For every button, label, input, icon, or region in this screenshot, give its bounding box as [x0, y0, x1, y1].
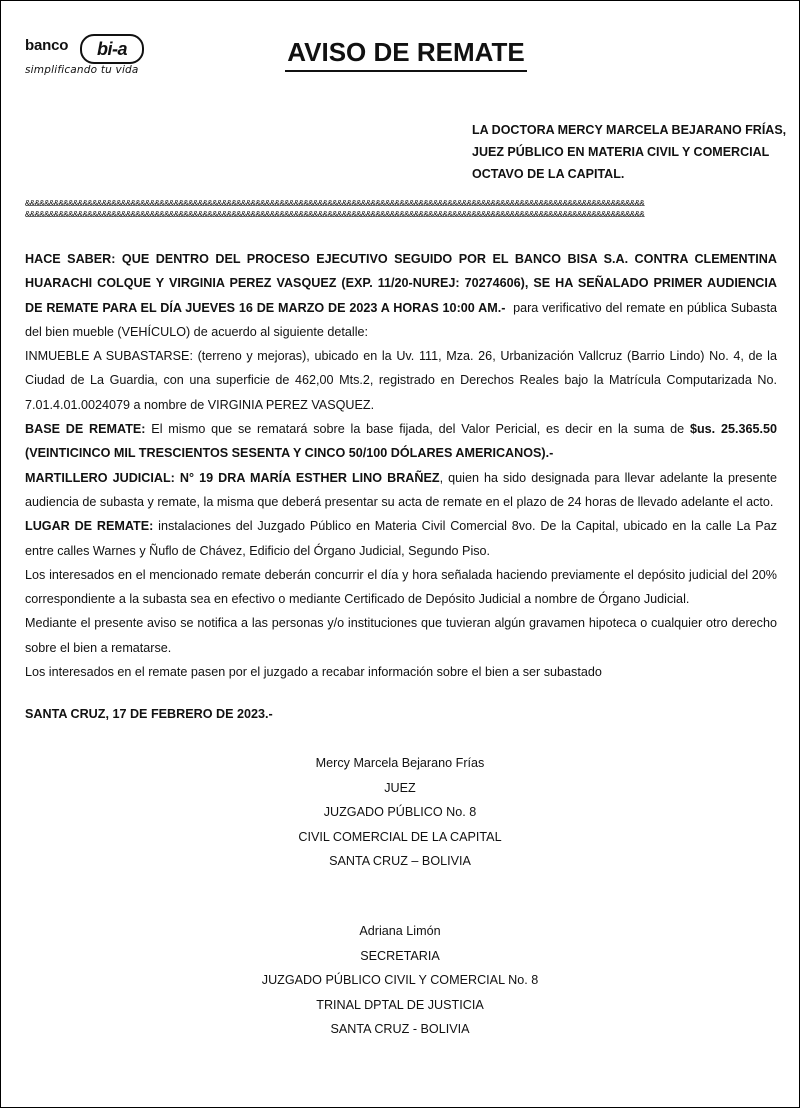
hace-saber-bold: HACE SABER: QUE DENTRO DEL PROCESO EJECUTIVO SEGUIDO POR EL BANCO BISA S.A. CONTRA CLEMENTINA HUARACHI COLQUE Y VIRGINIA PEREZ VASQUEZ (EXP. 11/20-NUREJ: 70274606), SE HA SEÑALADO PRIMER AUDIENCIA DE REMATE PARA EL DÍA JUEVES 16 DE MARZO DE 2023 A HORAS 10:00 AM.- — [25, 252, 777, 315]
base-text: El mismo que se rematará sobre la base fijada, del Valor Pericial, es decir en la suma de — [151, 422, 685, 437]
judge-line: LA DOCTORA MERCY MARCELA BEJARANO FRÍAS, — [472, 123, 787, 137]
logo-tagline: simplificando tu vida — [25, 64, 139, 76]
separator-line: &&&&&&&&&&&&&&&&&&&&&&&&&&&&&&&&&&&&&&&&&&&&&&&&&&&&&&&&&&&&&&&&&&&&&&&&&&&&&&&&&&&&&&&&&&&&&&&&&&&&&&&&&&&&&&&&&&&&&&&&&&&&&&&&& — [25, 199, 645, 209]
base-label: BASE DE REMATE: — [25, 422, 146, 437]
signature-line: CIVIL COMERCIAL DE LA CAPITAL — [298, 829, 502, 844]
signature-line: JUEZ — [384, 780, 416, 795]
signature-line: JUZGADO PÚBLICO CIVIL Y COMERCIAL No. 8 — [261, 973, 539, 987]
judge-line: OCTAVO DE LA CAPITAL. — [472, 167, 625, 181]
judge-header — [472, 119, 786, 185]
logo-word: banco — [25, 37, 69, 54]
inmueble-paragraph: INMUEBLE A SUBASTARSE: (terreno y mejoras), ubicado en la Uv. 111, Mza. 26, Urbanización Vallcruz (Barrio Lindo) No. 4, de la Ciudad de La Guardia, con una superficie de 462,00 Mts.2, registrado en Derechos Reales bajo la Matrícula Computarizada No. 7.01.4.01.0024079 a nombre de VIRGINIA PEREZ VASQUEZ. — [25, 349, 777, 412]
signature-line: SECRETARIA — [360, 948, 440, 963]
interesados-paragraph: Los interesados en el mencionado remate deberán concurrir el día y hora señalada haciendo previamente el depósito judicial del 20% correspondiente a la subasta sea en efectivo o mediante Certificado de Depósito Judicial a nombre de Órgano Judicial. — [25, 567, 777, 607]
page-title — [1, 37, 799, 72]
hace-saber-paragraph — [25, 247, 777, 344]
separator-line: &&&&&&&&&&&&&&&&&&&&&&&&&&&&&&&&&&&&&&&&&&&&&&&&&&&&&&&&&&&&&&&&&&&&&&&&&&&&&&&&&&&&&&&&&&&&&&&&&&&&&&&&&&&&&&&&&&&&&&&&&&&&&&&&& — [25, 210, 645, 220]
lugar-label: LUGAR DE REMATE: — [25, 519, 154, 534]
lugar-paragraph — [25, 514, 777, 563]
logo-pill: bi‑a — [80, 34, 144, 64]
informacion-paragraph: Los interesados en el remate pasen por el juzgado a recabar información sobre el bien a ser subastado — [25, 665, 602, 680]
base-amount: $us. 25.365.50 (VEINTICINCO MIL TRESCIENTOS SESENTA Y CINCO 50/100 DÓLARES AMERICANOS).- — [25, 422, 777, 461]
lugar-text: instalaciones del Juzgado Público en Materia Civil Comercial 8vo. De la Capital, ubicado en la calle La Paz entre calles Warnes y Ñuflo de Chávez, Edificio del Órgano Judicial, Segundo Piso. — [25, 519, 778, 558]
date-line: SANTA CRUZ, 17 DE FEBRERO DE 2023.- — [25, 707, 273, 721]
separator — [25, 199, 785, 221]
judge-signature-block — [1, 751, 799, 874]
notifica-paragraph: Mediante el presente aviso se notifica a las personas y/o instituciones que tuvieran algún gravamen hipoteca o cualquier otro derecho sobre el bien a rematarse. — [25, 616, 777, 655]
judge-line: JUEZ PÚBLICO EN MATERIA CIVIL Y COMERCIAL — [472, 145, 770, 159]
signature-line: JUZGADO PÚBLICO No. 8 — [323, 805, 477, 819]
base-paragraph — [25, 417, 777, 466]
signature-line: SANTA CRUZ - BOLIVIA — [330, 1022, 470, 1036]
martillero-label: MARTILLERO JUDICIAL: N° 19 DRA MARÍA ESTHER LINO BRAÑEZ — [25, 470, 440, 485]
signature-line: SANTA CRUZ – BOLIVIA — [329, 854, 471, 868]
signature-line: Mercy Marcela Bejarano Frías — [315, 756, 485, 770]
hace-saber-rest: para verificativo del remate en pública Subasta del bien mueble (VEHÍCULO) de acuerdo al siguiente detalle: — [25, 300, 777, 339]
martillero-paragraph — [25, 466, 777, 515]
notice-body — [25, 247, 777, 684]
secretary-signature-block — [1, 919, 799, 1042]
signature-line: Adriana Limón — [359, 924, 441, 938]
martillero-text: , quien ha sido designada para llevar adelante la presente audiencia de subasta y remate, la misma que deberá presentar su acta de remate en el plazo de 24 horas de llevado adelante el acto. — [25, 470, 777, 509]
signature-line: TRINAL DPTAL DE JUSTICIA — [316, 997, 484, 1012]
title-text: AVISO DE REMATE — [285, 37, 526, 72]
